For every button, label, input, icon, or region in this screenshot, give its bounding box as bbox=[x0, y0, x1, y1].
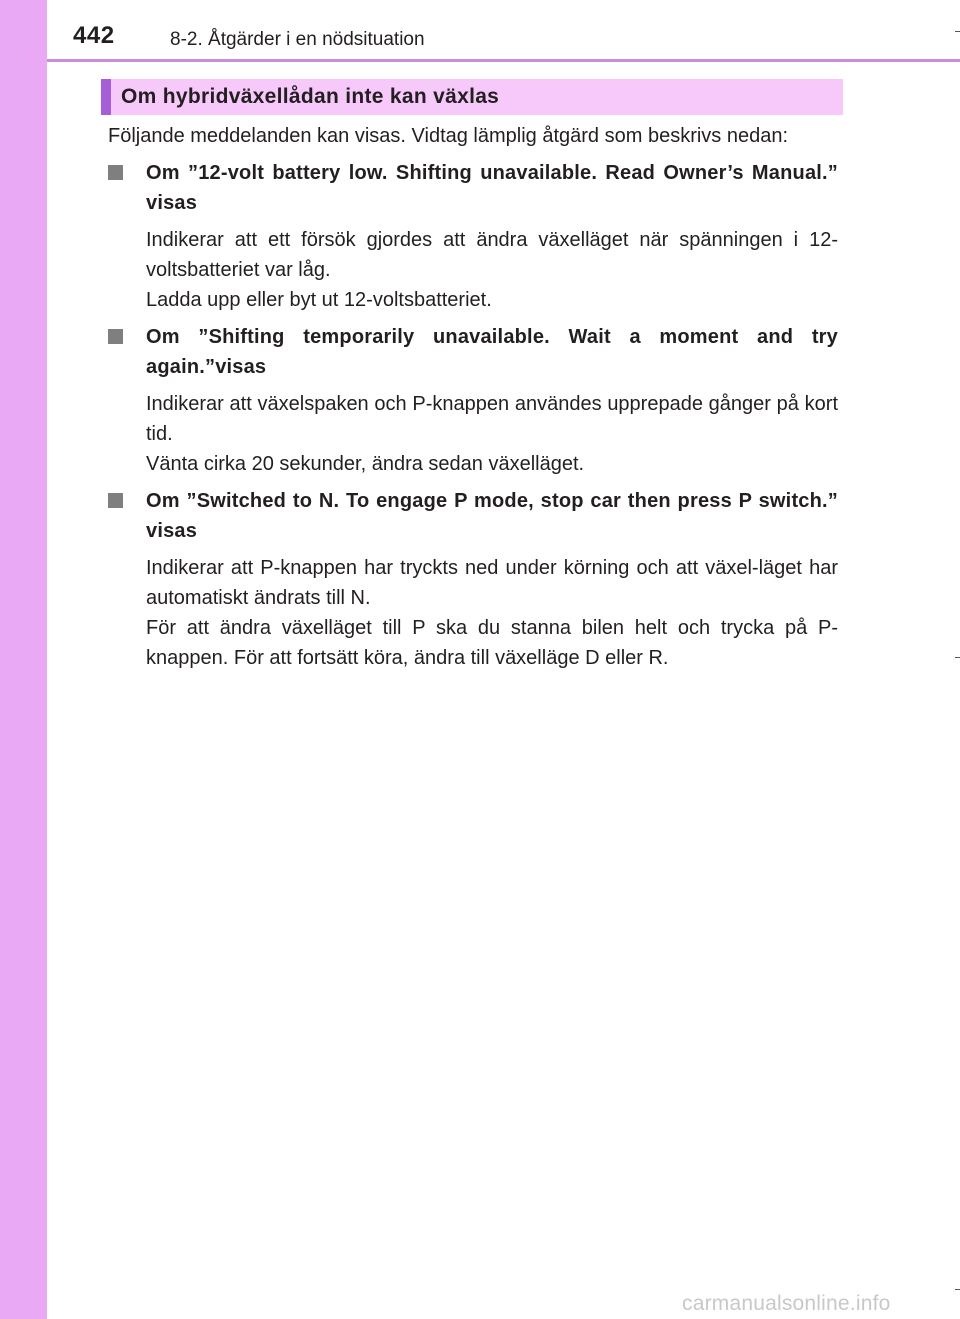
crop-mark bbox=[955, 31, 960, 32]
square-bullet-icon bbox=[108, 165, 123, 180]
side-color-band bbox=[0, 0, 47, 1319]
crop-mark bbox=[955, 657, 960, 658]
page-number: 442 bbox=[73, 22, 115, 49]
message-body-line: Vänta cirka 20 sekunder, ändra sedan växelläget. bbox=[146, 453, 585, 475]
message-item bbox=[108, 158, 838, 315]
header-divider bbox=[47, 59, 960, 62]
intro-text: Följande meddelanden kan visas. Vidtag lämplig åtgärd som beskrivs nedan: bbox=[108, 125, 789, 147]
crop-mark bbox=[955, 1289, 960, 1290]
message-body bbox=[146, 553, 838, 673]
content bbox=[108, 121, 838, 680]
message-body-line: Indikerar att växelspaken och P-knappen användes upprepade gånger på kort tid. bbox=[146, 393, 838, 445]
message-body-line: Indikerar att P-knappen har tryckts ned under körning och att växel-läget har automatiskt ändrats till N. bbox=[146, 557, 838, 609]
message-body-line: För att ändra växelläget till P ska du stanna bilen helt och trycka på P-knappen. För att fortsätt köra, ändra till växelläge D eller R. bbox=[146, 617, 838, 669]
message-body bbox=[146, 225, 838, 315]
section-heading bbox=[101, 79, 843, 115]
message-body bbox=[146, 389, 838, 479]
message-title: Om ”Shifting temporarily unavailable. Wait a moment and try again.”visas bbox=[146, 326, 838, 378]
section-title: 8-2. Åtgärder i en nödsituation bbox=[170, 29, 425, 50]
message-body-line: Indikerar att ett försök gjordes att ändra växelläget när spänningen i 12-voltsbatteriet var låg. bbox=[146, 229, 838, 281]
message-title: Om ”12-volt battery low. Shifting unavailable. Read Owner’s Manual.” visas bbox=[146, 162, 838, 214]
message-item bbox=[108, 322, 838, 479]
message-item bbox=[108, 486, 838, 673]
message-title: Om ”Switched to N. To engage P mode, stop car then press P switch.” visas bbox=[146, 490, 838, 542]
message-body-line: Ladda upp eller byt ut 12-voltsbatteriet. bbox=[146, 289, 492, 311]
section-heading-text: Om hybridväxellådan inte kan växlas bbox=[121, 85, 500, 108]
square-bullet-icon bbox=[108, 329, 123, 344]
square-bullet-icon bbox=[108, 493, 123, 508]
watermark: carmanualsonline.info bbox=[682, 1292, 891, 1315]
